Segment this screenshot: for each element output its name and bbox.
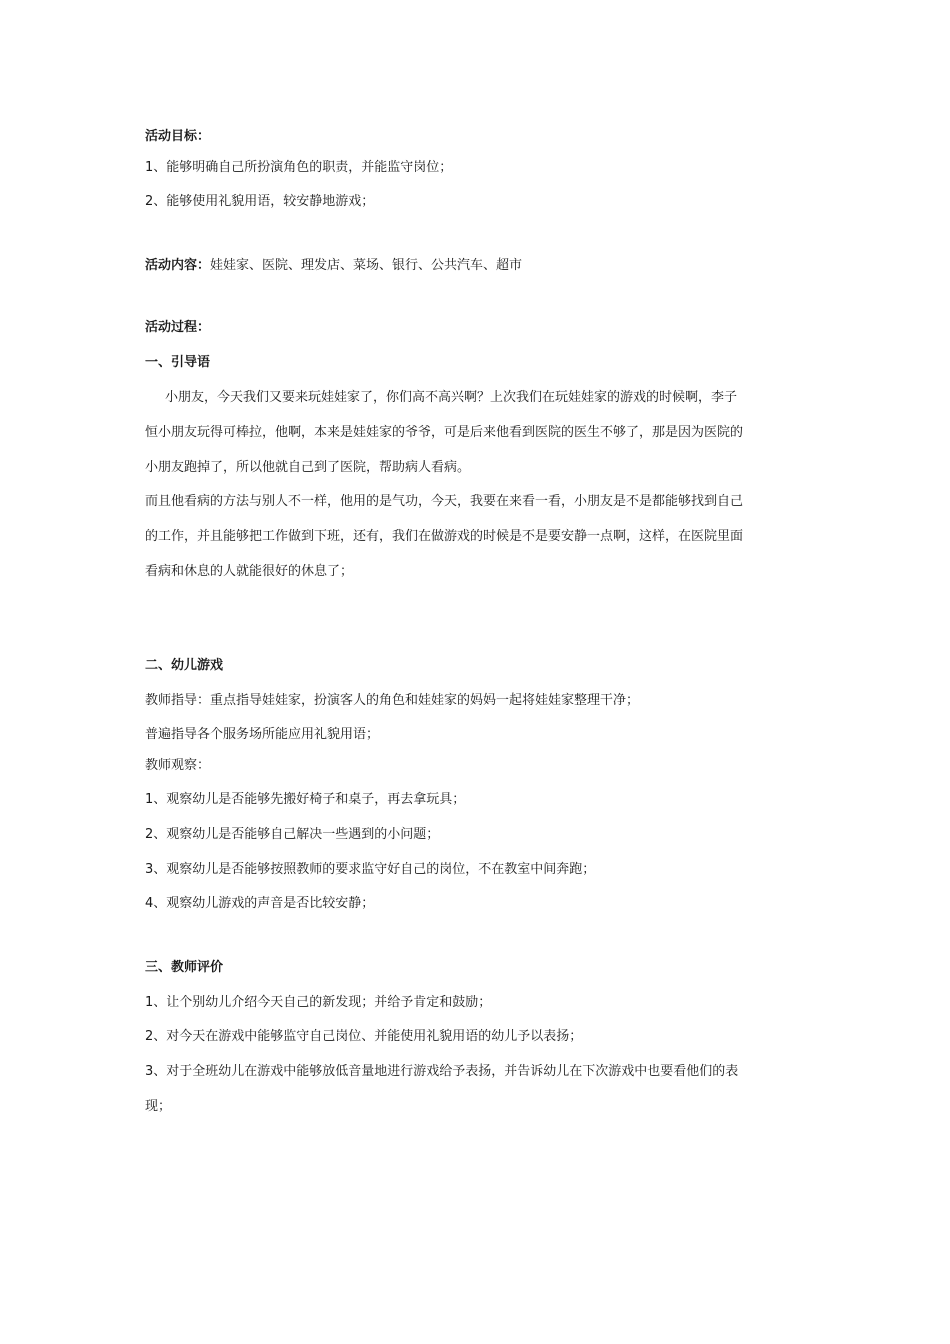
process-heading: 活动过程： (145, 320, 211, 335)
section1-title: 一、引导语 (145, 355, 211, 370)
content-text: 娃娃家、医院、理发店、菜场、银行、公共汽车、超市 (210, 258, 523, 273)
evaluation-item: 2、对今天在游戏中能够监守自己岗位、并能使用礼貌用语的幼儿予以表扬； (145, 1029, 583, 1044)
intro-paragraph-line: 小朋友跑掉了，所以他就自己到了医院，帮助病人看病。 (145, 460, 471, 475)
intro-paragraph-line: 的工作，并且能够把工作做到下班，还有，我们在做游戏的时候是不是要安静一点啊，这样，在医院里面 (145, 529, 744, 544)
content-line (145, 257, 522, 275)
intro-paragraph-line: 看病和休息的人就能很好的休息了； (145, 564, 354, 579)
evaluation-item: 3、对于全班幼儿在游戏中能够放低音量地进行游戏给予表扬，并告诉幼儿在下次游戏中也要看他们的表 (145, 1064, 739, 1079)
observation-item: 2、观察幼儿是否能够自己解决一些遇到的小问题； (145, 827, 440, 842)
observe-label: 教师观察： (145, 758, 211, 773)
observation-item: 4、观察幼儿游戏的声音是否比较安静； (145, 896, 375, 911)
goal-item: 1、能够明确自己所扮演角色的职责，并能监守岗位； (145, 160, 453, 175)
intro-paragraph-line: 恒小朋友玩得可棒拉，他啊，本来是娃娃家的爷爷，可是后来他看到医院的医生不够了，那是因为医院的 (145, 425, 744, 440)
evaluation-item-continuation: 现； (145, 1099, 172, 1114)
intro-paragraph-line: 而且他看病的方法与别人不一样，他用的是气功，今天，我要在来看一看，小朋友是不是都能够找到自己 (145, 494, 744, 509)
intro-paragraph-line: 小朋友，今天我们又要来玩娃娃家了，你们高不高兴啊？上次我们在玩娃娃家的游戏的时候啊，李子 (165, 390, 738, 405)
section3-title: 三、教师评价 (145, 960, 224, 975)
observation-item: 3、观察幼儿是否能够按照教师的要求监守好自己的岗位，不在教室中间奔跑； (145, 862, 596, 877)
goals-heading: 活动目标： (145, 129, 211, 144)
teacher-guide-line: 普遍指导各个服务场所能应用礼貌用语； (145, 727, 380, 742)
content-label: 活动内容： (145, 258, 211, 273)
observation-item: 1、观察幼儿是否能够先搬好椅子和桌子，再去拿玩具； (145, 792, 466, 807)
evaluation-item: 1、让个别幼儿介绍今天自己的新发现；并给予肯定和鼓励； (145, 995, 492, 1010)
goal-item: 2、能够使用礼貌用语，较安静地游戏； (145, 194, 375, 209)
section2-title: 二、幼儿游戏 (145, 658, 224, 673)
teacher-guide-line: 教师指导：重点指导娃娃家，扮演客人的角色和娃娃家的妈妈一起将娃娃家整理干净； (145, 693, 640, 708)
